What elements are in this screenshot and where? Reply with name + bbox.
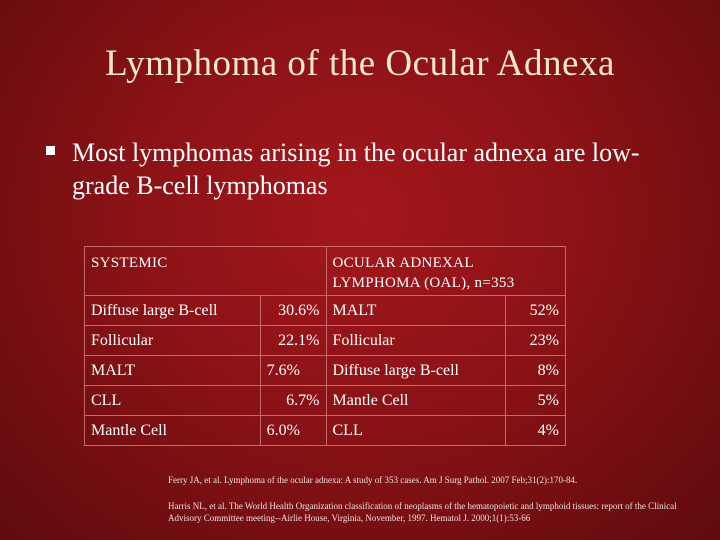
reference-harris: Harris NL, et al. The World Health Organization classification of neoplasms of the hematopoietic and lymphoid tissues: report of the Clinical Advisory Committee meeting--Airlie House, Virginia, November, 1997. Hematol J. 2000;1(1):53-66 [168, 501, 677, 523]
oal-percent-cell: 8% [506, 356, 566, 386]
table-row [85, 386, 566, 416]
systemic-type-cell: MALT [85, 356, 261, 386]
oal-type-cell: CLL [326, 416, 506, 446]
square-bullet-icon [46, 146, 55, 155]
systemic-type-cell: Mantle Cell [85, 416, 261, 446]
slide-title: Lymphoma of the Ocular Adnexa [105, 43, 615, 84]
systemic-type-cell: CLL [85, 386, 261, 416]
oal-percent-cell: 5% [506, 386, 566, 416]
systemic-percent-cell: 6.0% [260, 416, 326, 446]
systemic-type-cell: Follicular [85, 326, 261, 356]
systemic-percent-cell: 7.6% [260, 356, 326, 386]
lymphoma-comparison-table [84, 246, 566, 446]
systemic-type-cell: Diffuse large B-cell [85, 296, 261, 326]
bullet-point [46, 136, 686, 202]
references [168, 474, 688, 538]
table-row [85, 356, 566, 386]
table-row [85, 326, 566, 356]
systemic-percent-cell: 6.7% [260, 386, 326, 416]
table-row [85, 416, 566, 446]
bullet-text: Most lymphomas arising in the ocular adnexa are low-grade B-cell lymphomas [72, 138, 640, 200]
oal-type-cell: MALT [326, 296, 506, 326]
table-header-row [85, 247, 566, 296]
systemic-percent-cell: 22.1% [260, 326, 326, 356]
oal-type-cell: Follicular [326, 326, 506, 356]
oal-percent-cell: 4% [506, 416, 566, 446]
header-oal: OCULAR ADNEXAL LYMPHOMA (OAL), n=353 [326, 247, 566, 296]
table-row [85, 296, 566, 326]
systemic-percent-cell: 30.6% [260, 296, 326, 326]
reference-ferry: Ferry JA, et al. Lymphoma of the ocular adnexa: A study of 353 cases. Am J Surg Pathol. 2007 Feb;31(2):170-84. [168, 475, 578, 485]
oal-type-cell: Mantle Cell [326, 386, 506, 416]
oal-percent-cell: 52% [506, 296, 566, 326]
oal-percent-cell: 23% [506, 326, 566, 356]
oal-type-cell: Diffuse large B-cell [326, 356, 506, 386]
header-systemic: SYSTEMIC [85, 247, 327, 296]
